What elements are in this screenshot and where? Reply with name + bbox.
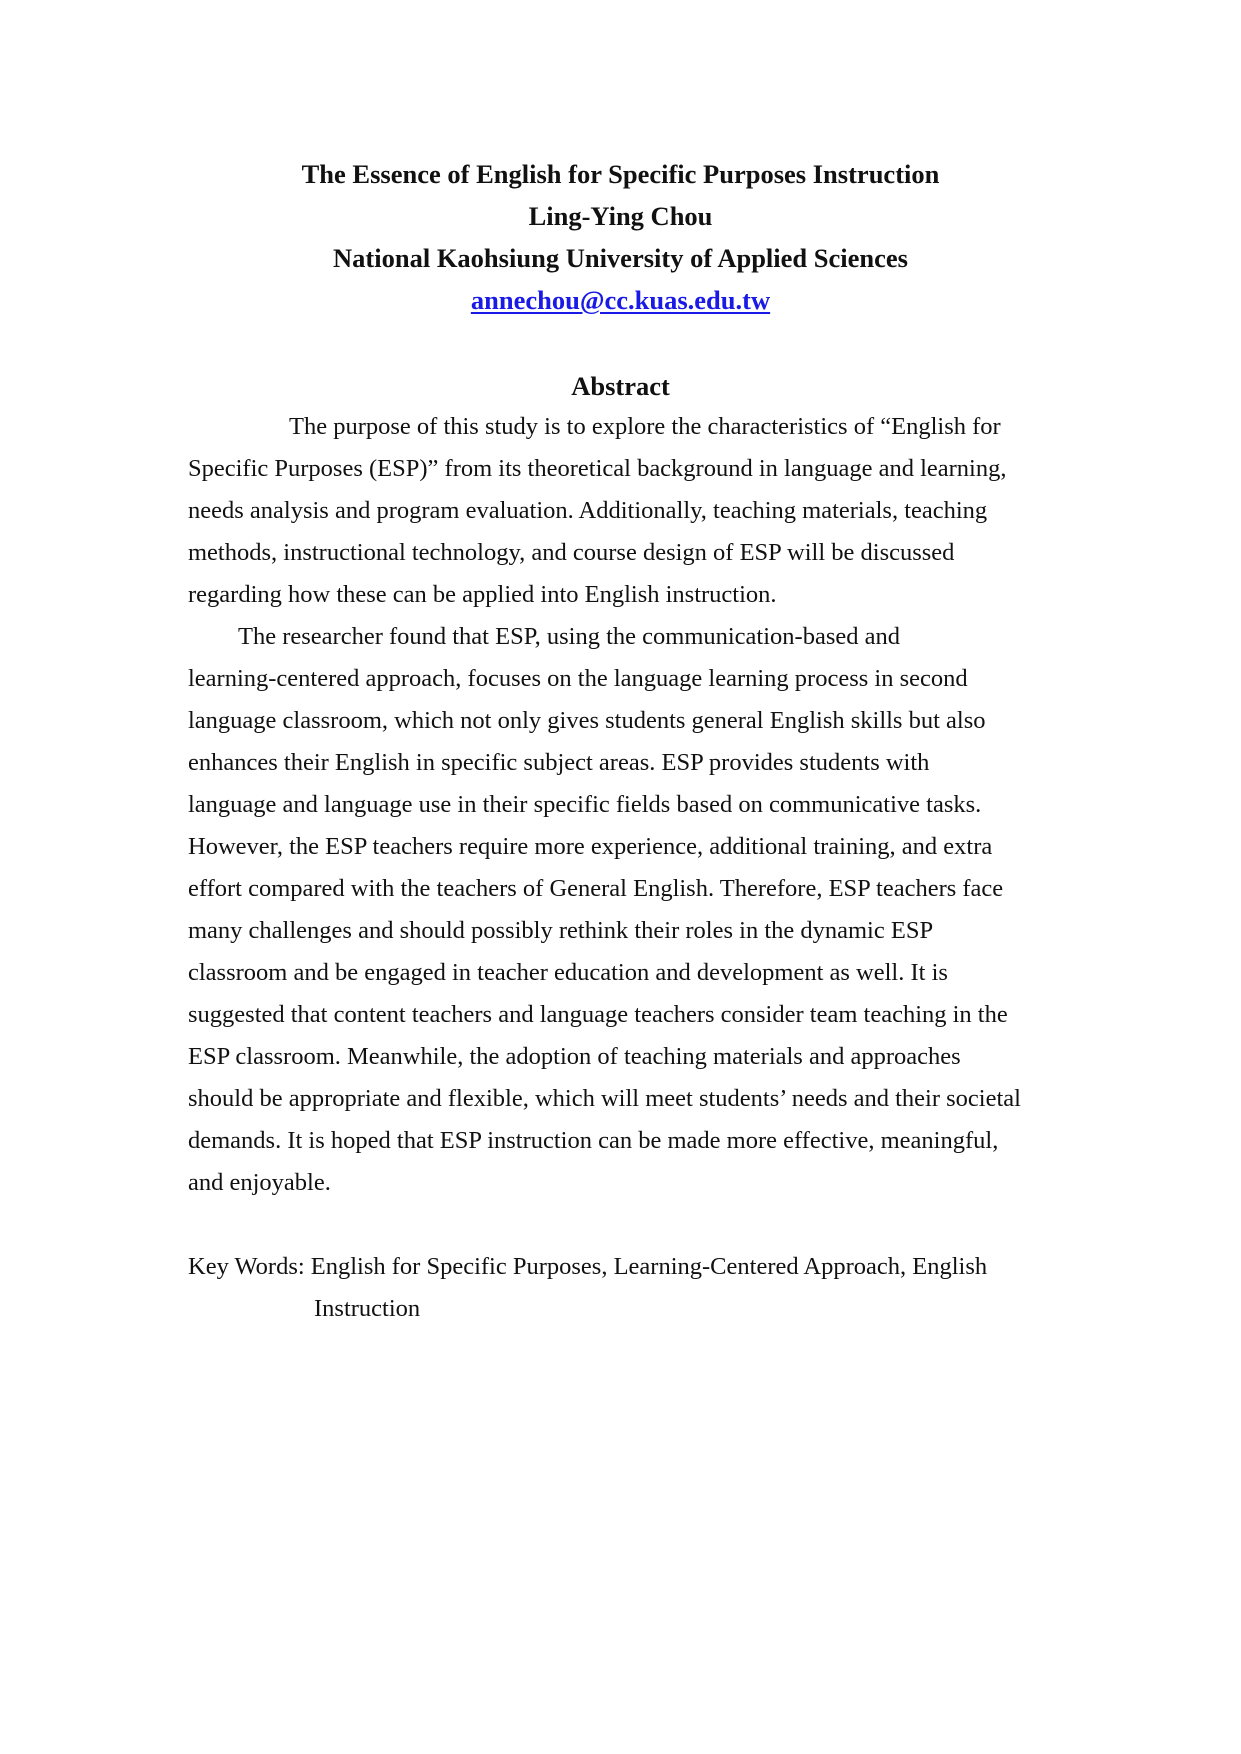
abstract-line: ESP classroom. Meanwhile, the adoption of teaching materials and approaches <box>188 1043 961 1070</box>
abstract-line: Specific Purposes (ESP)” from its theoretical background in language and learning, <box>188 455 1007 482</box>
abstract-line: effort compared with the teachers of General English. Therefore, ESP teachers face <box>188 875 1004 902</box>
abstract-heading: Abstract <box>571 371 670 401</box>
abstract-line: should be appropriate and flexible, which will meet students’ needs and their societal <box>188 1085 1021 1112</box>
email-line <box>0 279 1241 321</box>
keywords-section <box>188 1246 1048 1330</box>
abstract-line: enhances their English in specific subject areas. ESP provides students with <box>188 749 930 776</box>
abstract-line: methods, instructional technology, and course design of ESP will be discussed <box>188 539 955 566</box>
abstract-line: language classroom, which not only gives students general English skills but also <box>188 707 986 734</box>
abstract-line: needs analysis and program evaluation. Additionally, teaching materials, teaching <box>188 497 988 524</box>
abstract-line: learning-centered approach, focuses on the language learning process in second <box>188 665 968 692</box>
author-email-link[interactable]: annechou@cc.kuas.edu.tw <box>470 285 771 315</box>
abstract-line: many challenges and should possibly rethink their roles in the dynamic ESP <box>188 917 934 944</box>
paper-title: The Essence of English for Specific Purposes Instruction <box>301 159 940 189</box>
abstract-line: classroom and be engaged in teacher education and development as well. It is <box>188 959 948 986</box>
author-affiliation: National Kaohsiung University of Applied Sciences <box>333 243 908 273</box>
keywords-line: Key Words: English for Specific Purposes, Learning-Centered Approach, English <box>188 1253 988 1280</box>
paper-header <box>0 153 1241 321</box>
abstract-line: demands. It is hoped that ESP instruction can be made more effective, meaningful, <box>188 1127 999 1154</box>
abstract-line: However, the ESP teachers require more experience, additional training, and extra <box>188 833 993 860</box>
abstract-line: The researcher found that ESP, using the communication-based and <box>238 623 900 650</box>
keywords-continuation: Instruction <box>314 1295 421 1322</box>
author-name: Ling-Ying Chou <box>528 201 713 231</box>
abstract-line: and enjoyable. <box>188 1169 331 1196</box>
abstract-line: regarding how these can be applied into English instruction. <box>188 581 777 608</box>
abstract-line: The purpose of this study is to explore the characteristics of “English for <box>289 413 1001 440</box>
abstract-line: suggested that content teachers and language teachers consider team teaching in the <box>188 1001 1008 1028</box>
abstract-body <box>188 406 1048 1204</box>
abstract-line: language and language use in their specific fields based on communicative tasks. <box>188 791 982 818</box>
